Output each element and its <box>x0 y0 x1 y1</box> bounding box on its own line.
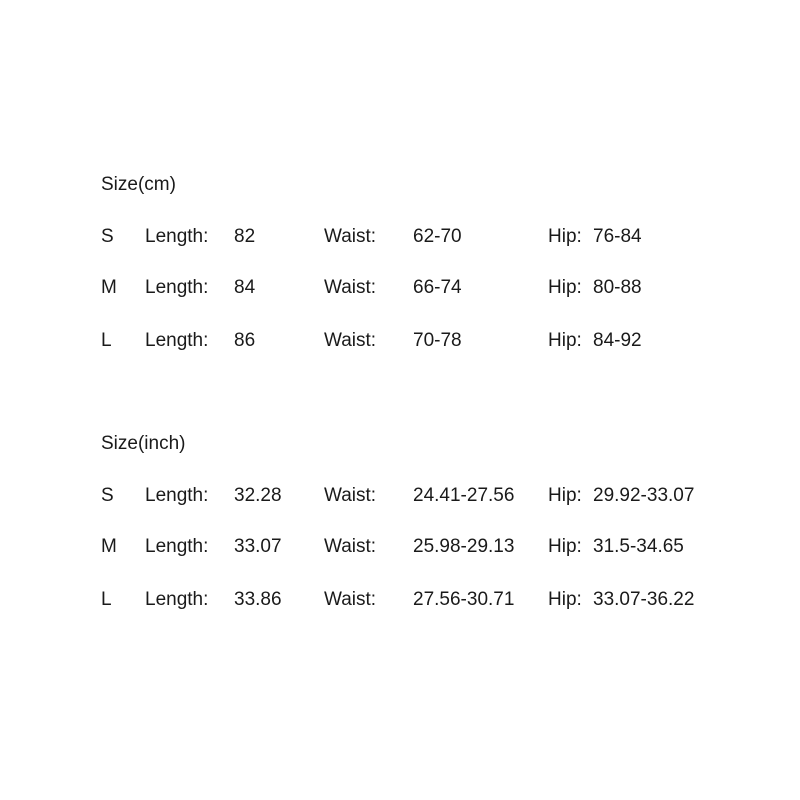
waist-label: Waist: <box>324 330 377 351</box>
length-label: Length: <box>145 536 209 557</box>
length-value: 84 <box>234 277 256 298</box>
hip-value: 33.07-36.22 <box>593 589 695 610</box>
cm-row-s <box>0 226 800 252</box>
size-label: M <box>101 277 117 298</box>
inch-row-l <box>0 589 800 615</box>
length-label: Length: <box>145 226 209 247</box>
waist-value: 62-70 <box>413 226 462 247</box>
hip-label: Hip: <box>548 485 582 506</box>
cm-section-title: Size(cm) <box>101 174 176 195</box>
hip-value: 80-88 <box>593 277 642 298</box>
waist-value: 66-74 <box>413 277 462 298</box>
size-label: M <box>101 536 117 557</box>
hip-label: Hip: <box>548 589 582 610</box>
length-label: Length: <box>145 589 209 610</box>
cm-row-l <box>0 330 800 356</box>
hip-label: Hip: <box>548 226 582 247</box>
waist-label: Waist: <box>324 589 377 610</box>
hip-value: 84-92 <box>593 330 642 351</box>
size-label: S <box>101 485 114 506</box>
hip-label: Hip: <box>548 330 582 351</box>
inch-section-title: Size(inch) <box>101 433 186 454</box>
hip-label: Hip: <box>548 536 582 557</box>
waist-label: Waist: <box>324 536 377 557</box>
size-label: L <box>101 330 112 351</box>
waist-label: Waist: <box>324 485 377 506</box>
inch-row-m <box>0 536 800 562</box>
length-value: 33.86 <box>234 589 282 610</box>
waist-value: 24.41-27.56 <box>413 485 515 506</box>
length-label: Length: <box>145 277 209 298</box>
waist-label: Waist: <box>324 277 377 298</box>
length-value: 32.28 <box>234 485 282 506</box>
cm-row-m <box>0 277 800 303</box>
length-value: 33.07 <box>234 536 282 557</box>
length-label: Length: <box>145 485 209 506</box>
waist-value: 70-78 <box>413 330 462 351</box>
hip-value: 31.5-34.65 <box>593 536 684 557</box>
length-value: 82 <box>234 226 256 247</box>
length-value: 86 <box>234 330 256 351</box>
hip-value: 29.92-33.07 <box>593 485 695 506</box>
size-label: L <box>101 589 112 610</box>
length-label: Length: <box>145 330 209 351</box>
waist-value: 25.98-29.13 <box>413 536 515 557</box>
waist-value: 27.56-30.71 <box>413 589 515 610</box>
inch-row-s <box>0 485 800 511</box>
hip-value: 76-84 <box>593 226 642 247</box>
waist-label: Waist: <box>324 226 377 247</box>
size-label: S <box>101 226 114 247</box>
hip-label: Hip: <box>548 277 582 298</box>
